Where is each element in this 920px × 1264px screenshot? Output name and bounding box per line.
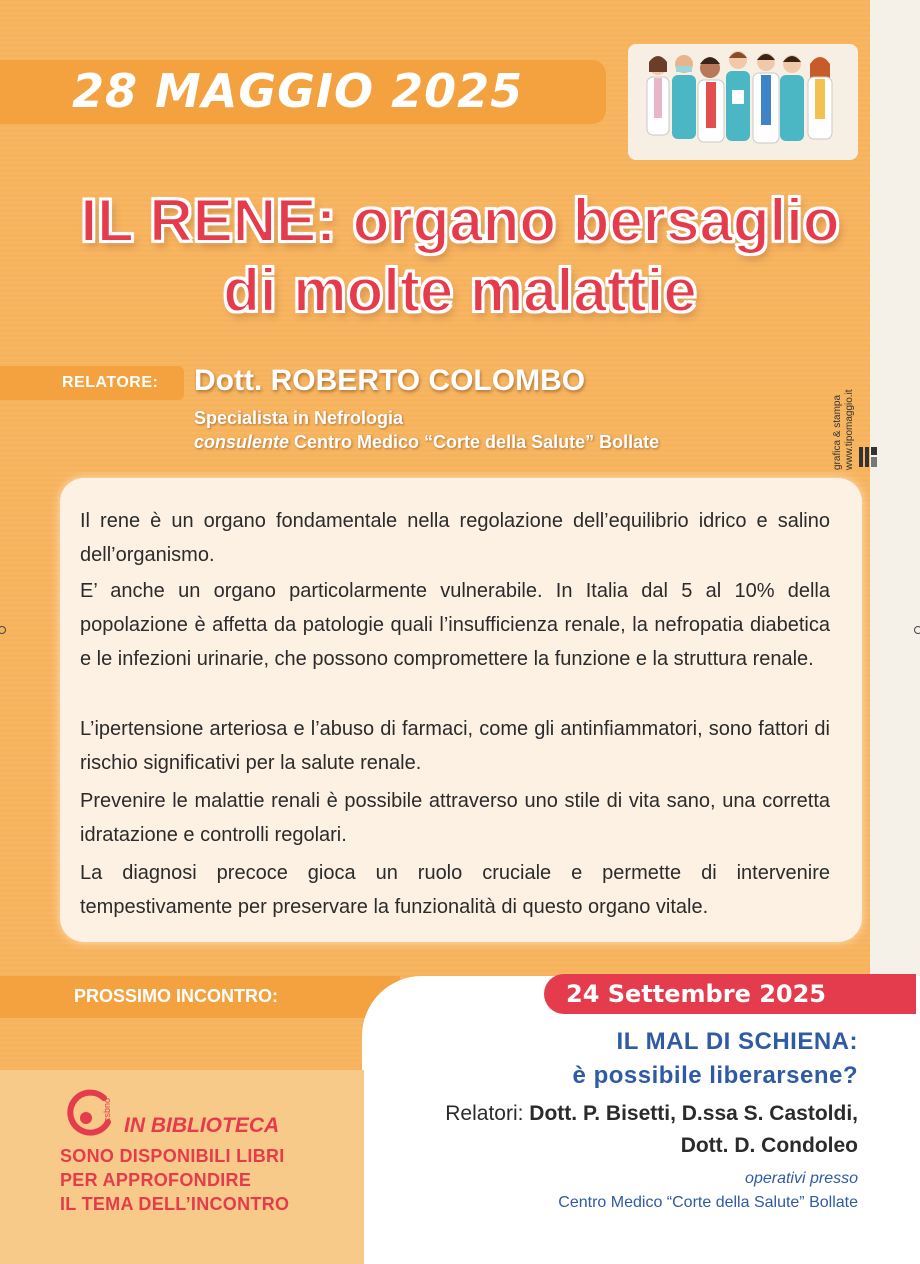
csbno-logo-icon <box>64 1088 120 1144</box>
speaker-affiliation-text: Centro Medico “Corte della Salute” Bollate <box>294 432 660 452</box>
title-line-2: di molte malattie <box>223 257 697 324</box>
next-event-date: 24 Settembre 2025 <box>566 980 826 1008</box>
next-relatori-line-2 <box>681 1134 858 1158</box>
next-centro: Centro Medico “Corte della Salute” Bollate <box>558 1194 858 1211</box>
library-panel <box>0 1070 364 1264</box>
speaker-affiliation <box>194 432 659 453</box>
speaker-affiliation-italic: consulente <box>194 432 290 452</box>
paragraph-3: L’ipertensione arteriosa e l’abuso di farmaci, come gli antinfiammatori, sono fattori di rischio significativi per la salute renale. <box>80 718 830 774</box>
title-line-1: IL RENE: organo bersaglio <box>80 187 840 254</box>
library-line-1: SONO DISPONIBILI LIBRI <box>60 1146 285 1166</box>
tipomaggio-logo-icon <box>858 446 878 468</box>
operativi-presso: operativi presso <box>745 1170 858 1187</box>
library-line-2: PER APPROFONDIRE <box>60 1170 252 1190</box>
crop-mark-right <box>914 626 920 634</box>
next-relatori-line-1 <box>445 1102 858 1126</box>
credit-line-2: www.tipomaggio.it <box>844 389 855 470</box>
print-credit <box>832 389 856 470</box>
next-title-line-1: IL MAL DI SCHIENA: <box>616 1028 858 1055</box>
paragraph-2: E’ anche un organo particolarmente vulnerabile. In Italia dal 5 al 10% della popolazione è affetta da patologie quali l’insufficienza renale, la nefropatia diabetica e le infezioni urinarie, che possono compromettere la funzione e la struttura renale. <box>80 580 830 670</box>
prossimo-label: PROSSIMO INCONTRO: <box>74 986 279 1006</box>
credit-line-1: grafica & stampa <box>832 394 843 470</box>
medical-staff-icon <box>628 44 858 160</box>
doctors-illustration <box>628 44 858 160</box>
event-date: 28 MAGGIO 2025 <box>72 64 524 118</box>
next-title-line-2: è possibile liberarsene? <box>572 1062 858 1089</box>
relatore-label: RELATORE: <box>62 374 159 391</box>
paragraph-4: Prevenire le malattie renali è possibile attraverso uno stile di vita sano, una corretta idratazione e controlli regolari. <box>80 790 830 846</box>
paragraph-5: La diagnosi precoce gioca un ruolo cruciale e permette di intervenire tempestivamente per preservare la funzionalità di questo organo vitale. <box>80 862 830 918</box>
speaker-role: Specialista in Nefrologia <box>194 408 404 428</box>
csbno-logo-text: csbno <box>102 1097 112 1122</box>
paragraph-1: Il rene è un organo fondamentale nella regolazione dell’equilibrio idrico e salino dell’organismo. <box>80 510 830 566</box>
library-line-3: IL TEMA DELL’INCONTRO <box>60 1194 290 1214</box>
relatori-names-1: Dott. P. Bisetti, D.ssa S. Castoldi, <box>529 1102 858 1125</box>
crop-mark-left <box>0 626 6 634</box>
relatori-names-2: Dott. D. Condoleo <box>680 1134 858 1157</box>
library-title: IN BIBLIOTECA <box>124 1114 280 1137</box>
relatori-label: Relatori: <box>445 1102 524 1125</box>
main-title <box>30 186 890 326</box>
speaker-name: Dott. ROBERTO COLOMBO <box>194 364 586 397</box>
